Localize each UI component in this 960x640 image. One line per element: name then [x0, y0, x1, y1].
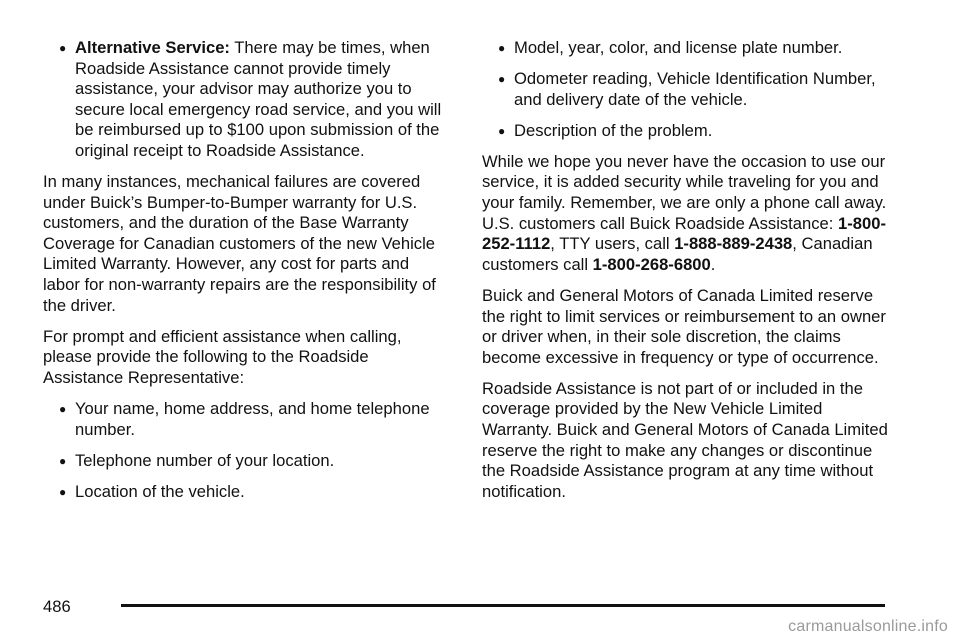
list-item-text: Odometer reading, Vehicle Identification Number, and delivery date of the vehicle. — [514, 69, 876, 109]
page-number: 486 — [43, 597, 71, 616]
bullet-dot-icon: ● — [59, 453, 67, 468]
list-item — [482, 69, 888, 110]
bullet-dot-icon: ● — [59, 402, 67, 416]
not-part-of-warranty-paragraph: Roadside Assistance is not part of or included in the coverage provided by the New Vehicle Limited Warranty. Buick and General Motors of Canada Limited reserve the right to make any changes or discontinue the Roadside Assistance program at any time without notification. — [482, 378, 888, 501]
us-phone-number: 1-800-252-1112 — [482, 213, 886, 254]
contact-intro-text: While we hope you never have the occasion to use our service, it is added security while traveling for you and your family. Remember, we are only a phone call away. U.S. customers call Buick Roadside Assistance: — [482, 151, 887, 233]
bullet-dot-icon: ● — [59, 484, 67, 499]
bullet-dot-icon: ● — [59, 41, 67, 55]
prompt-assistance-paragraph: For prompt and efficient assistance when calling, please provide the following to the Roadside Assistance Representative: — [43, 326, 402, 387]
reserve-rights-paragraph: Buick and General Motors of Canada Limited reserve the right to limit services or reimbursement to an owner or driver when, in their sole discretion, the claims become excessive in frequency or type of occurrence. — [482, 285, 886, 367]
list-item — [482, 121, 888, 142]
left-column — [43, 38, 449, 513]
mechanical-failures-paragraph: In many instances, mechanical failures are covered under Buick’s Bumper-to-Bumper warranty for U.S. customers, and the duration of the Base Warranty Coverage for Canadian customers of the new Vehicle Limited Warranty. However, any cost for parts and labor for non-warranty repairs are the responsibility of the driver. — [43, 172, 436, 315]
bullet-dot-icon: ● — [498, 123, 506, 138]
list-item-text: Model, year, color, and license plate number. — [514, 38, 843, 57]
footer-divider — [121, 604, 885, 607]
alternative-service-heading: Alternative Service: — [75, 38, 230, 57]
tty-text: , TTY users, call — [550, 234, 675, 254]
watermark-text: carmanualsonline.info — [788, 618, 948, 635]
list-item — [482, 38, 888, 59]
list-item-text: Telephone number of your location. — [75, 450, 335, 470]
list-item-text: Location of the vehicle. — [75, 481, 245, 501]
list-item-text: Your name, home address, and home telephone number. — [75, 399, 430, 439]
list-item — [43, 451, 449, 472]
canada-text: , Canadian customers call — [482, 234, 873, 274]
tty-phone-number: 1-888-889-2438 — [674, 234, 793, 254]
alternative-service-text: There may be times, when Roadside Assistance cannot provide timely assistance, your advisor may authorize you to secure local emergency road service, and you will be reimbursed up to $100 upon submission of the original receipt to Roadside Assistance. — [75, 38, 442, 160]
contact-end-text: . — [710, 254, 716, 274]
list-item-text: Description of the problem. — [514, 120, 713, 140]
bullet-alternative-service — [43, 38, 449, 162]
bullet-dot-icon: ● — [498, 41, 506, 55]
canada-phone-number: 1-800-268-6800 — [592, 254, 711, 274]
list-item — [43, 482, 449, 503]
bullet-dot-icon: ● — [498, 72, 506, 87]
right-column — [482, 38, 888, 513]
list-item — [43, 399, 449, 440]
contact-paragraph — [482, 152, 888, 276]
